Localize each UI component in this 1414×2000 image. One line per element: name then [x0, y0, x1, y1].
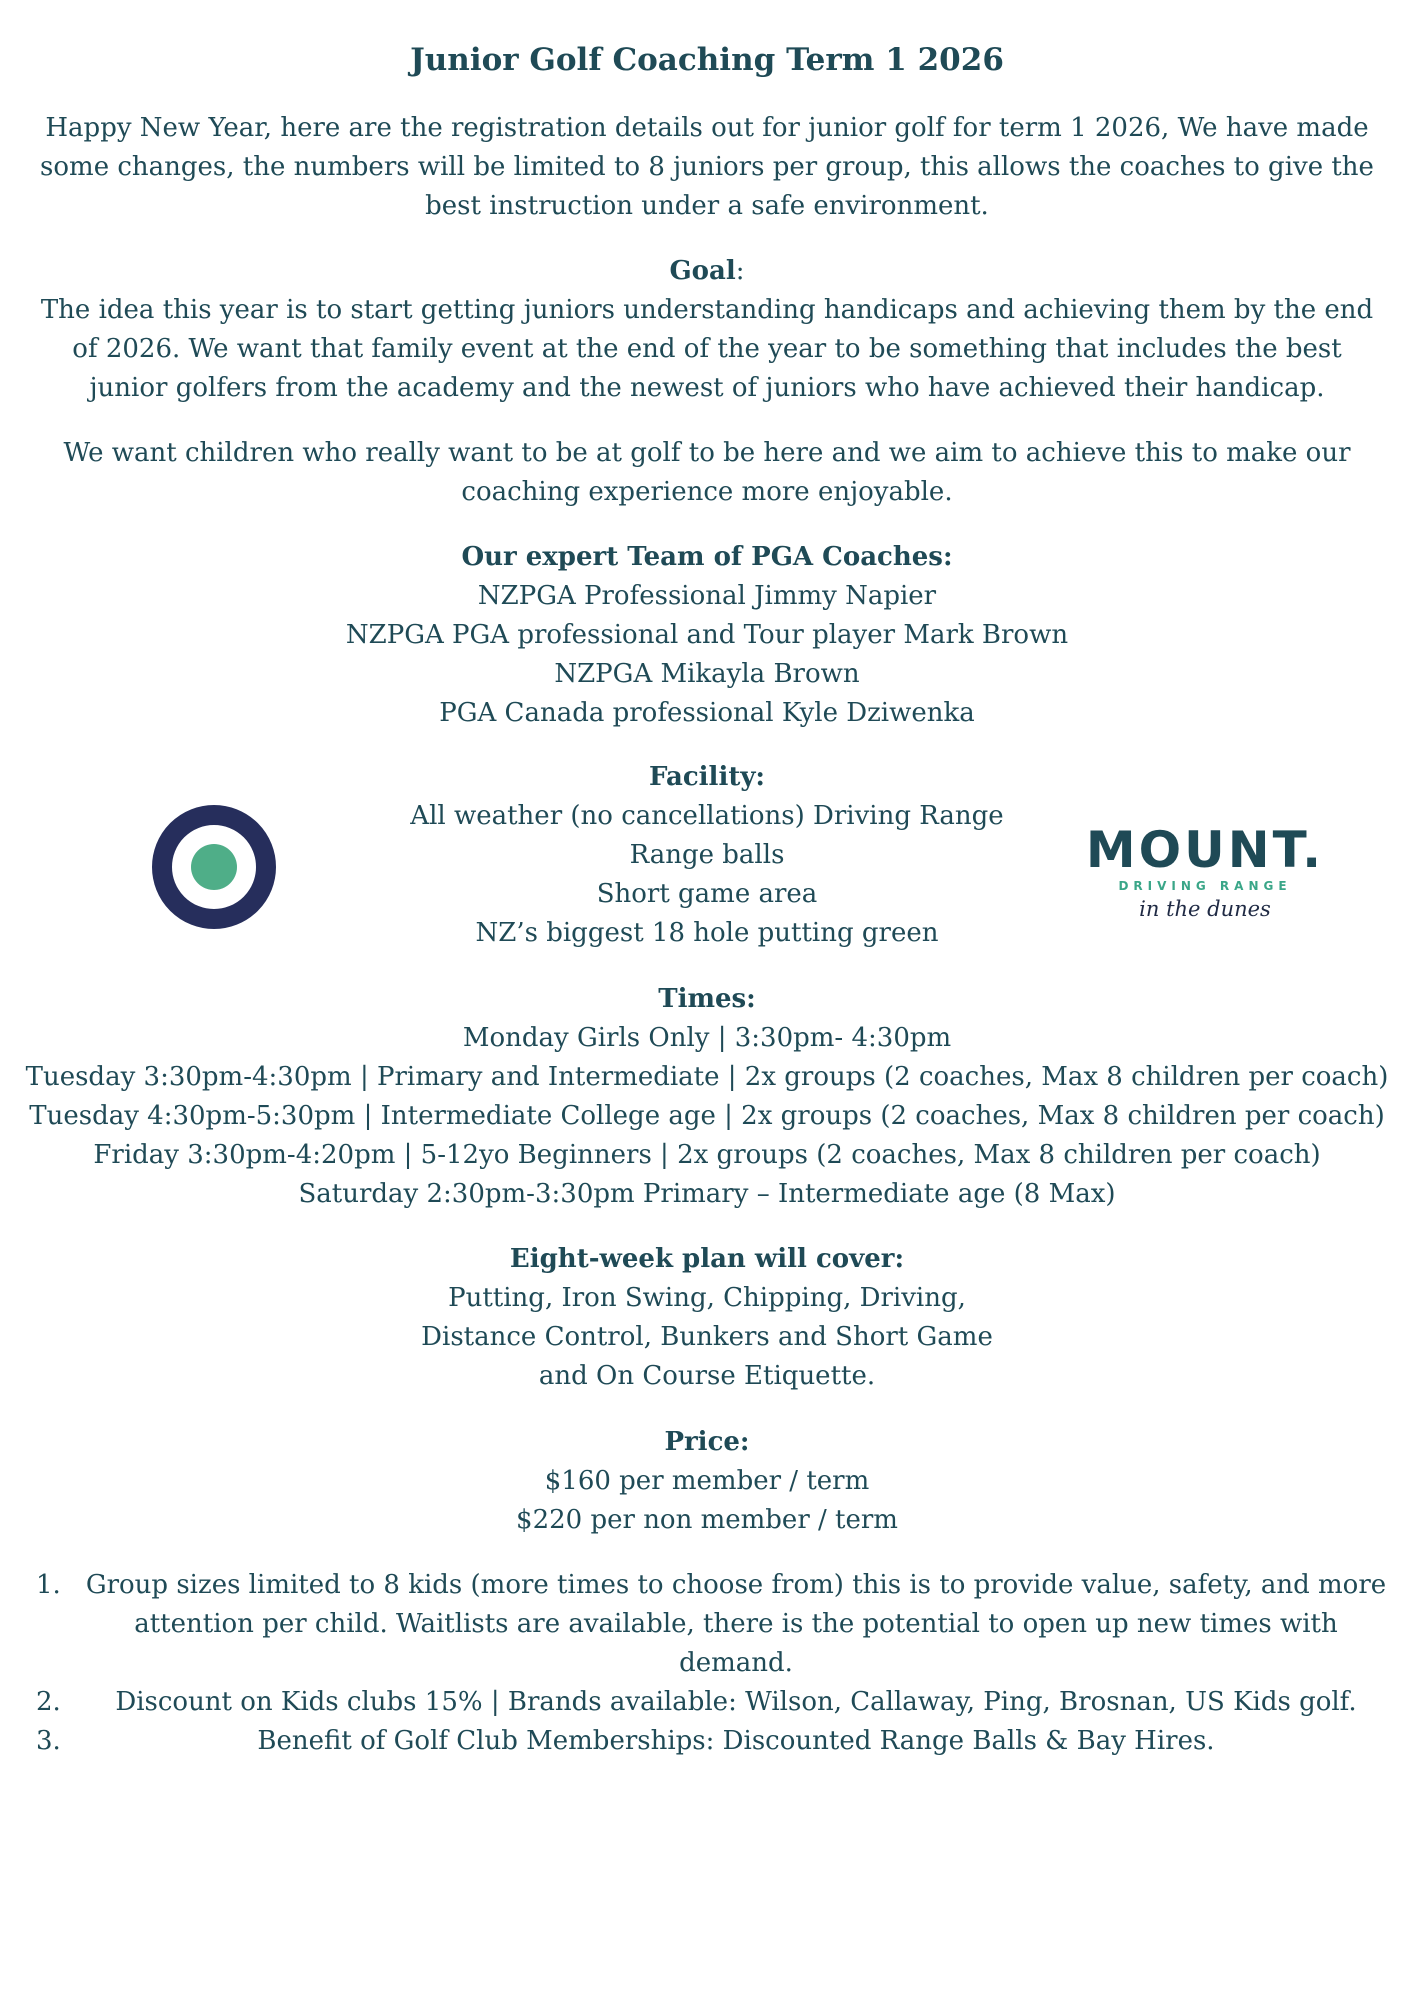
list-item-number: 1.: [36, 1570, 61, 1600]
goal-text: The idea this year is to start getting juniors understanding handicaps and achieving them by the end of 2026. We want that family event at the end of the year to be something that includes the best junior golfers from the academy and the newest of juniors who have achieved their handicap.: [40, 295, 1374, 403]
goal-heading-colon: :: [735, 256, 745, 286]
price-section: [0, 1423, 1414, 1540]
facility-heading: Facility:: [648, 762, 766, 792]
coach-item: NZPGA PGA professional and Tour player Mark Brown: [345, 620, 1069, 650]
list-item: [36, 1722, 1390, 1761]
mount-driving-range-logo: [1070, 822, 1340, 932]
facility-item: All weather (no cancellations) Driving Range: [410, 801, 1004, 831]
plan-item: Putting, Iron Swing, Chipping, Driving,: [448, 1283, 966, 1313]
facility-item: Short game area: [596, 879, 818, 909]
times-section: [0, 980, 1414, 1214]
time-slot: Tuesday 4:30pm-5:30pm | Intermediate College age | 2x groups (2 coaches, Max 8 children per coach): [29, 1101, 1385, 1131]
list-item: [36, 1683, 1390, 1722]
time-slot: Friday 3:30pm-4:20pm | 5-12yo Beginners | 2x groups (2 coaches, Max 8 children per coach): [93, 1140, 1321, 1170]
facility-item: NZ’s biggest 18 hole putting green: [475, 918, 939, 948]
coach-item: NZPGA Professional Jimmy Napier: [477, 581, 937, 611]
list-item-number: 2.: [36, 1687, 61, 1717]
coaches-section: [0, 538, 1414, 733]
price-item: $160 per member / term: [544, 1466, 870, 1496]
plan-item: Distance Control, Bunkers and Short Game: [421, 1322, 993, 1352]
mount-logo-subtitle: DRIVING RANGE: [1118, 879, 1292, 893]
goal-heading: [0, 252, 1414, 291]
list-item-text: Discount on Kids clubs 15% | Brands available: Wilson, Callaway, Ping, Brosnan, US Kids golf.: [115, 1687, 1357, 1717]
list-item-number: 3.: [36, 1726, 61, 1756]
time-slot: Tuesday 3:30pm-4:30pm | Primary and Intermediate | 2x groups (2 coaches, Max 8 children per coach): [25, 1062, 1389, 1092]
mount-logo-tagline: in the dunes: [1139, 897, 1271, 921]
time-slot: Monday Girls Only | 3:30pm- 4:30pm: [462, 1023, 952, 1053]
time-slot: Saturday 2:30pm-3:30pm Primary – Intermediate age (8 Max): [298, 1179, 1116, 1209]
facility-item: Range balls: [629, 840, 785, 870]
plan-section: [0, 1240, 1414, 1396]
price-heading: Price:: [664, 1427, 750, 1457]
list-item-text: Group sizes limited to 8 kids (more times to choose from) this is to provide value, safety, and more attention per child. Waitlists are available, there is the potential to open up new times with demand.: [85, 1570, 1387, 1678]
coaches-heading: Our expert Team of PGA Coaches:: [461, 542, 953, 572]
coach-item: NZPGA Mikayla Brown: [554, 659, 860, 689]
list-item-text: Benefit of Golf Club Memberships: Discounted Range Balls & Bay Hires.: [257, 1726, 1215, 1756]
mount-logo-word: MOUNT.: [1085, 821, 1325, 879]
plan-item: and On Course Etiquette.: [538, 1361, 876, 1391]
times-heading: Times:: [658, 984, 756, 1014]
goal-heading-label: Goal: [669, 256, 736, 286]
list-item: [36, 1566, 1390, 1683]
price-item: $220 per non member / term: [516, 1505, 898, 1535]
plan-heading: Eight-week plan will cover:: [509, 1244, 905, 1274]
notes-list: [36, 1566, 1390, 1761]
page-title: Junior Golf Coaching Term 1 2026: [410, 42, 1004, 78]
aim-paragraph: We want children who really want to be at golf to be here and we aim to achieve this to make our coaching experience more enjoyable.: [63, 438, 1351, 507]
intro-paragraph: Happy New Year, here are the registration details out for junior golf for term 1 2026, We have made some changes, the numbers will be limited to 8 juniors per group, this allows the coaches to give the best instruction under a safe environment.: [40, 113, 1374, 221]
coach-item: PGA Canada professional Kyle Dziwenka: [439, 698, 975, 728]
